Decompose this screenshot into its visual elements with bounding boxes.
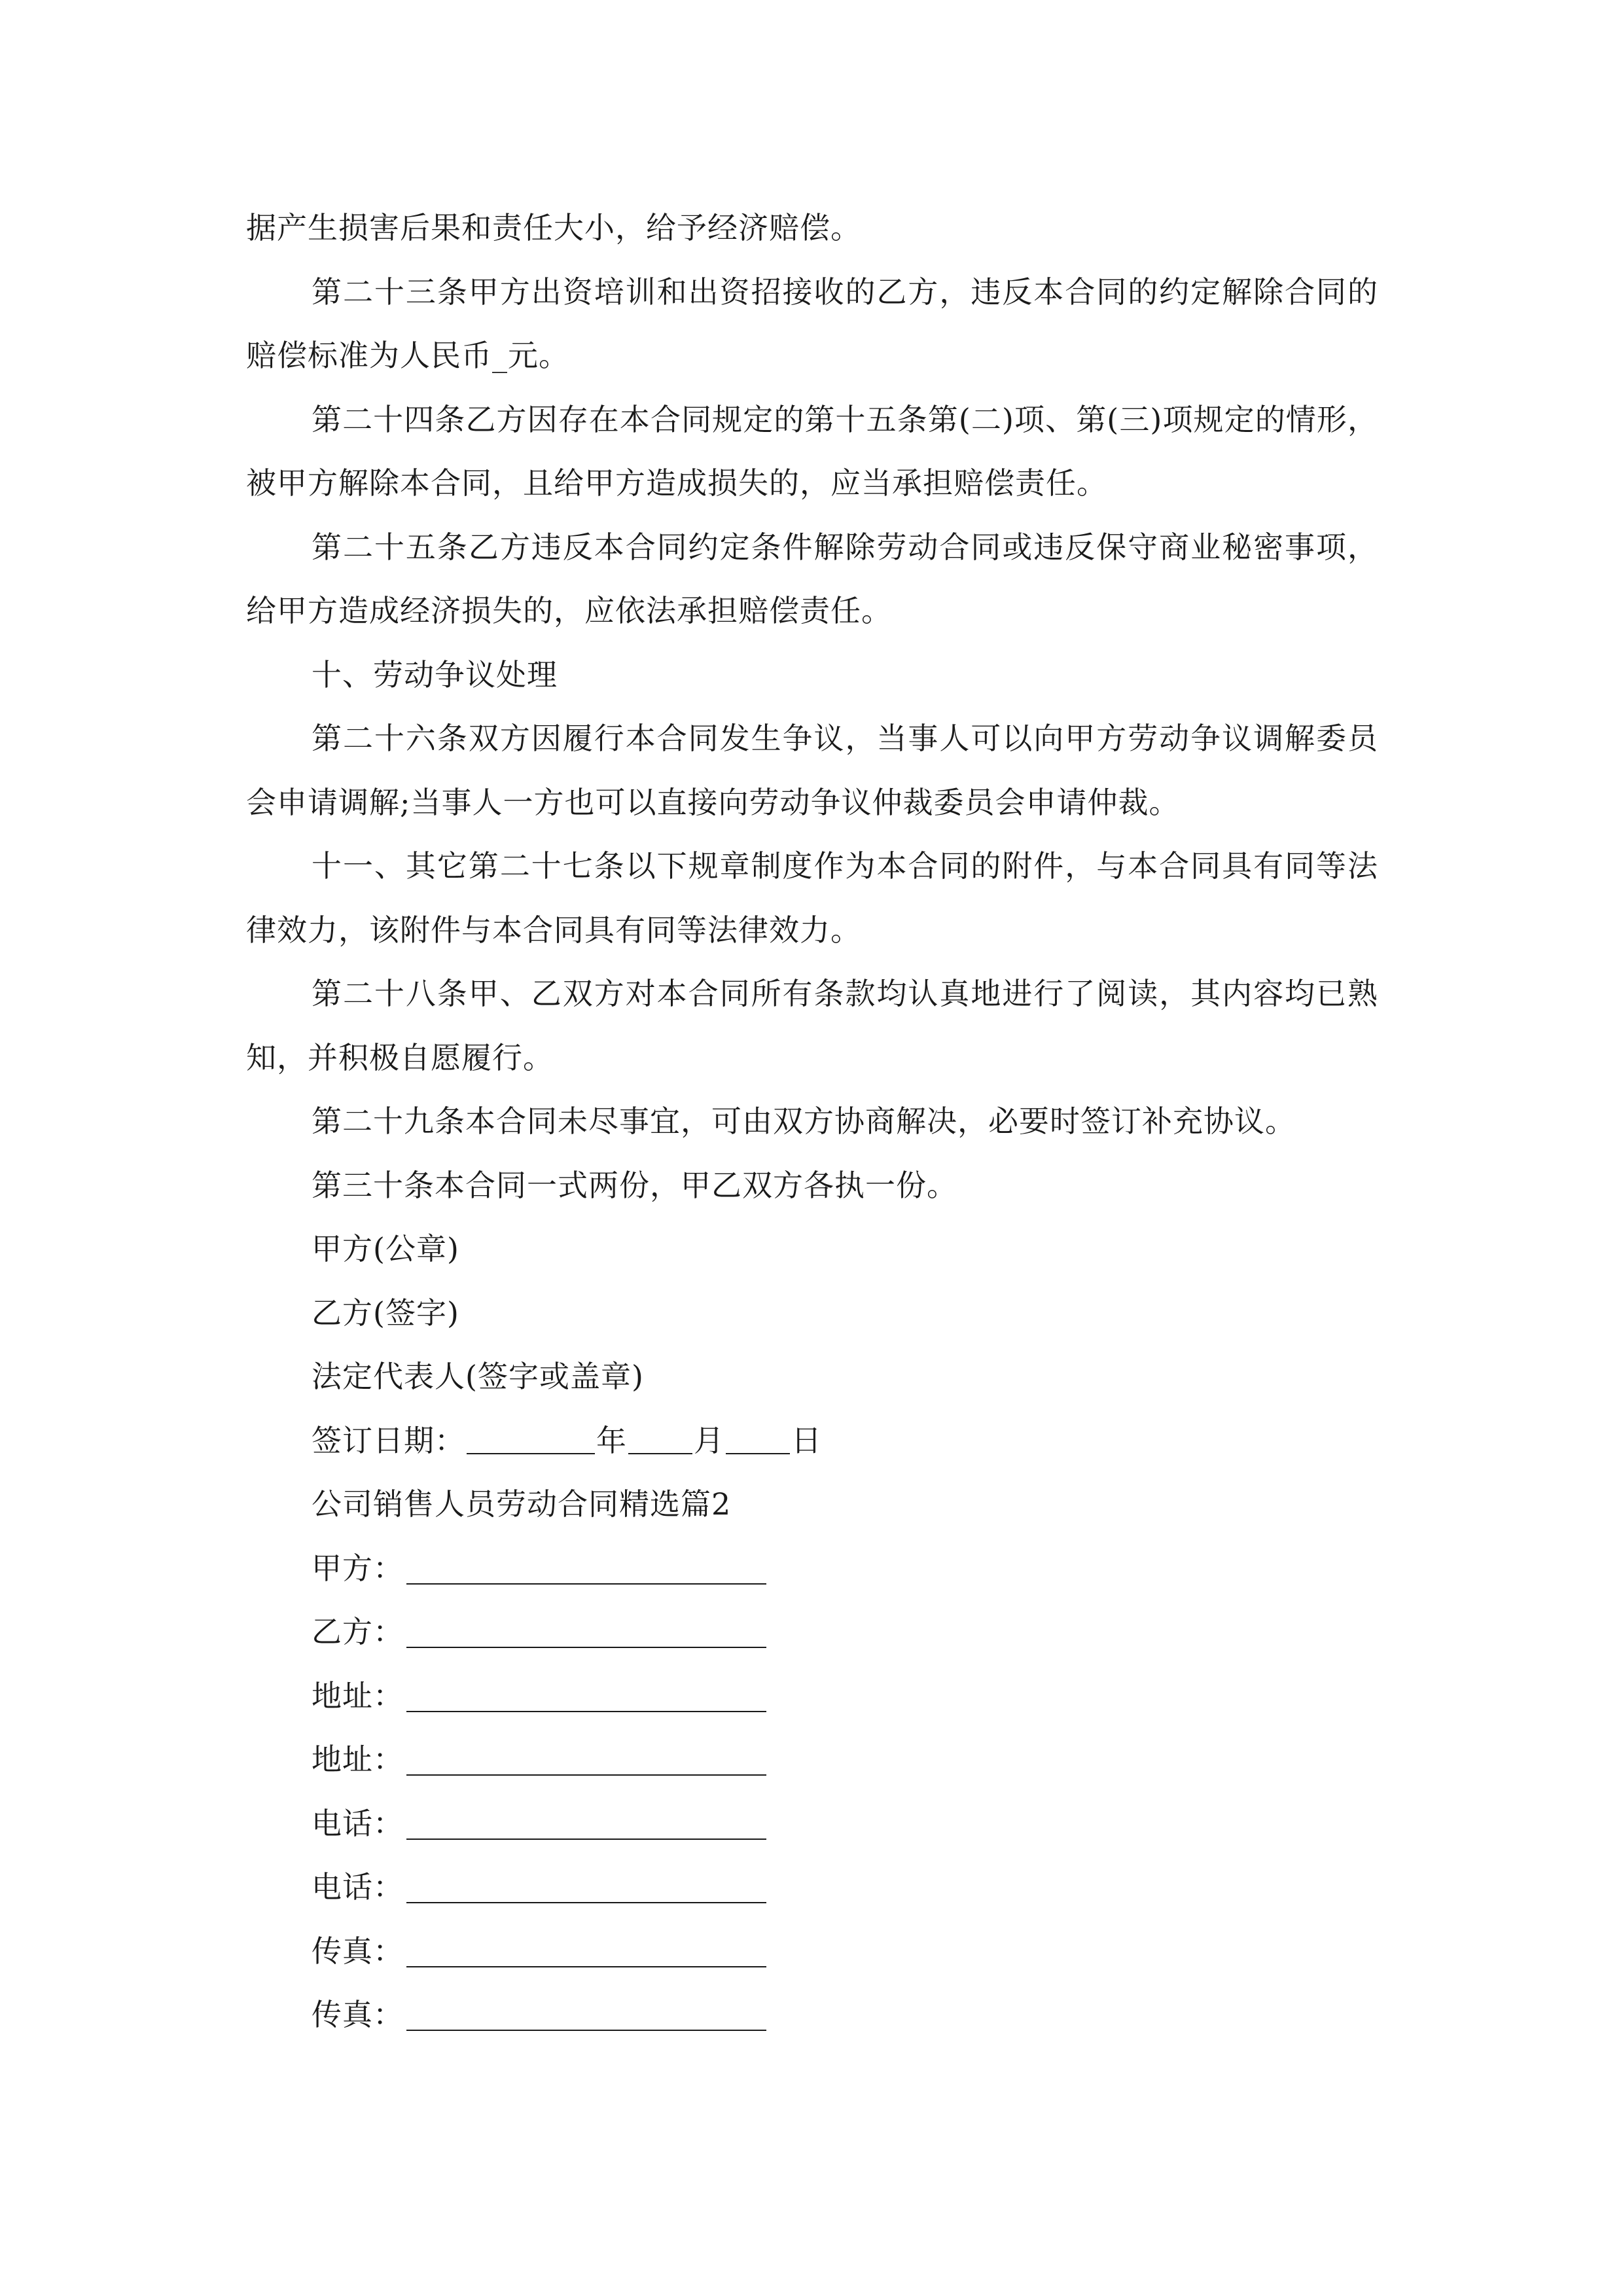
document-body (246, 196, 1378, 2047)
form-field-label: 甲方： (312, 1550, 404, 1586)
paragraph-article-25: 第二十五条乙方违反本合同约定条件解除劳动合同或违反保守商业秘密事项，给甲方造成经济损失的，应依法承担赔偿责任。 (246, 529, 1378, 628)
signature-party-b: 乙方(签字) (312, 1295, 459, 1331)
day-blank[interactable] (726, 1423, 790, 1454)
form-field-label: 传真： (312, 1933, 404, 1969)
form-field-label: 地址： (312, 1677, 404, 1713)
signature-party-a: 甲方(公章) (312, 1231, 459, 1266)
form-field-party-a (246, 1537, 1378, 1601)
paragraph-compensation-continued: 据产生损害后果和责任大小，给予经济赔偿。 (246, 210, 861, 245)
form-field-blank[interactable] (406, 1808, 766, 1840)
paragraph-article-27: 十一、其它第二十七条以下规章制度作为本合同的附件，与本合同具有同等法律效力，该附件与本合同具有同等法律效力。 (246, 848, 1378, 948)
year-blank[interactable] (467, 1423, 595, 1454)
form-field-address-a (246, 1664, 1378, 1729)
form-field-blank[interactable] (406, 1681, 766, 1712)
form-field-phone-a (246, 1792, 1378, 1856)
section-title-contract-2: 公司销售人员劳动合同精选篇2 (312, 1486, 732, 1522)
month-blank[interactable] (628, 1423, 692, 1454)
paragraph-article-23: 第二十三条甲方出资培训和出资招接收的乙方，违反本合同的约定解除合同的赔偿标准为人民币_元。 (246, 274, 1378, 373)
form-field-fax-a (246, 1920, 1378, 1984)
form-field-party-b (246, 1600, 1378, 1664)
signing-date-label: 签订日期： (312, 1422, 465, 1458)
form-field-label: 乙方： (312, 1614, 404, 1649)
signing-date (246, 1409, 1378, 1473)
paragraph-article-24: 第二十四条乙方因存在本合同规定的第十五条第(二)项、第(三)项规定的情形，被甲方解除本合同，且给甲方造成损失的，应当承担赔偿责任。 (246, 401, 1378, 501)
section-heading-labor-dispute: 十、劳动争议处理 (312, 656, 558, 692)
form-field-phone-b (246, 1856, 1378, 1920)
form-field-blank[interactable] (406, 1553, 766, 1585)
form-field-address-b (246, 1728, 1378, 1792)
form-field-blank[interactable] (406, 1744, 766, 1776)
paragraph-article-30: 第三十条本合同一式两份，甲乙双方各执一份。 (312, 1167, 957, 1203)
month-label: 月 (694, 1422, 724, 1458)
paragraph-article-26: 第二十六条双方因履行本合同发生争议，当事人可以向甲方劳动争议调解委员会申请调解;当事人一方也可以直接向劳动争议仲裁委员会申请仲裁。 (246, 721, 1378, 820)
signature-legal-representative: 法定代表人(签字或盖章) (312, 1359, 644, 1394)
form-field-fax-b (246, 1983, 1378, 2047)
day-label: 日 (791, 1422, 822, 1458)
form-field-blank[interactable] (406, 2000, 766, 2031)
paragraph-article-28: 第二十八条甲、乙双方对本合同所有条款均认真地进行了阅读，其内容均已熟知，并积极自愿履行。 (246, 976, 1378, 1075)
paragraph-article-29: 第二十九条本合同未尽事宜，可由双方协商解决，必要时签订补充协议。 (312, 1103, 1296, 1139)
form-field-blank[interactable] (406, 1936, 766, 1967)
form-field-label: 传真： (312, 1997, 404, 2032)
form-field-label: 地址： (312, 1742, 404, 1777)
form-field-blank[interactable] (406, 1872, 766, 1903)
form-field-blank[interactable] (406, 1617, 766, 1648)
form-field-label: 电话： (312, 1805, 404, 1841)
year-label: 年 (596, 1422, 627, 1458)
form-field-label: 电话： (312, 1869, 404, 1905)
